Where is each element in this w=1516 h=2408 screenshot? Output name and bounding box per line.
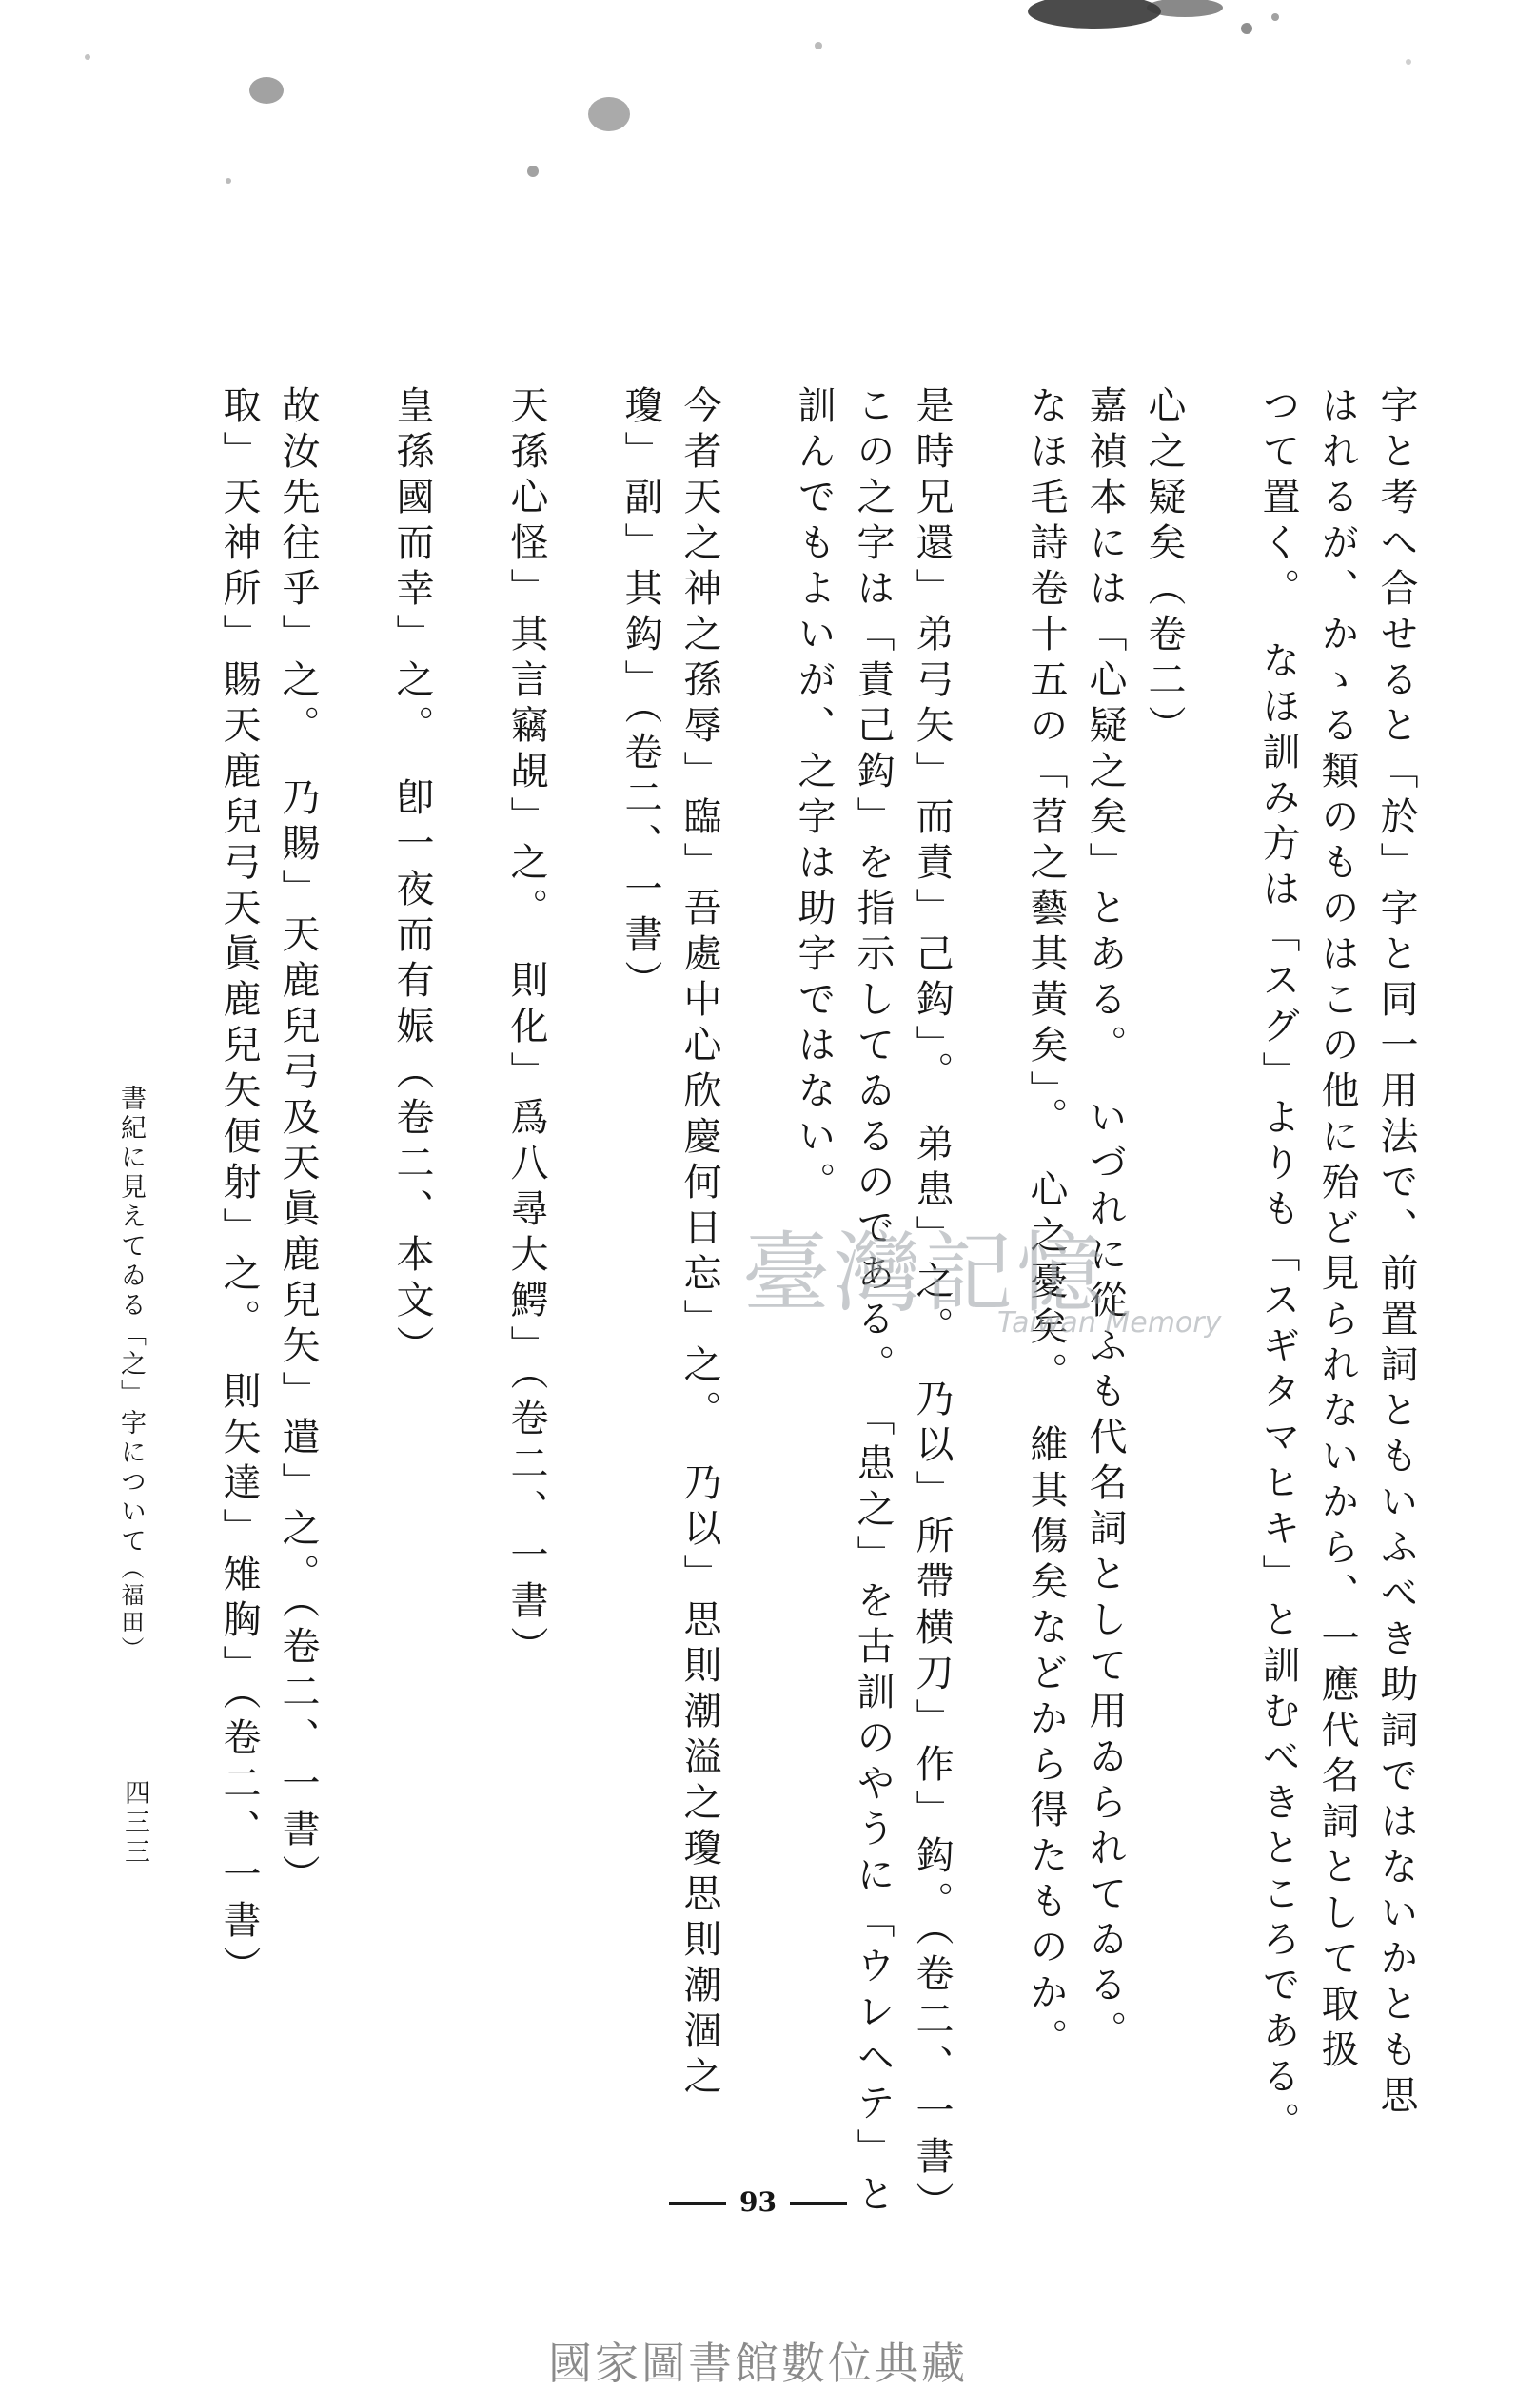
text-line: 嘉禎本には「心疑之矣」とある。 いづれに從ふも代名詞として用ゐられてゐる。: [1083, 385, 1127, 2056]
text-line: 瓊」副」其鈎」（卷二、一書）: [619, 385, 662, 1006]
page-number-dash-left: [669, 2202, 726, 2205]
quotation-line: 今者天之神之孫辱」臨」吾處中心欣慶何日忘」之。 乃以」思則潮溢之瓊思則潮涸之: [678, 385, 721, 2102]
quotation-line: 天孫心怪」其言竊覘」之。 則化」爲八尋大鰐」（卷二、一書）: [504, 385, 548, 1672]
running-header-author: （福田）: [117, 1556, 144, 1663]
running-header: [112, 1085, 149, 1663]
text-line: 訓んでもよいが、之字は助字ではない。: [792, 385, 836, 1207]
page-number: 93: [739, 2186, 777, 2218]
text-line: つて置く。 なほ訓み方は「スグ」よりも「スギタマヒキ」と訓むべきところである。: [1256, 385, 1300, 2147]
library-footer: 國家圖書館數位典藏: [548, 2338, 968, 2389]
watermark-main-text: 臺灣記憶: [742, 1223, 1109, 1324]
quotation-line: 是時兄還」弟弓矢」而責」己鈎」。 弟患」之。 乃以」所帶横刀」作」鈎。（卷二、一書）: [910, 385, 954, 2227]
text-line: はれるが、かゝる類のものはこの他に殆ど見られないから、一應代名詞として取扱: [1315, 385, 1359, 2075]
scan-speckle-noise: [0, 0, 1516, 247]
watermark-sub-text: Taiwan Memory: [997, 1306, 1222, 1340]
quotation-line: 故汝先往乎」之。 乃賜」天鹿兒弓及天眞鹿兒矢」遣」之。（卷二、一書）: [276, 385, 320, 1900]
page-number-dash-right: [790, 2202, 847, 2205]
running-header-title: 書紀に見えてゐる「之」字について: [116, 1085, 146, 1556]
page-number-footer: [0, 2186, 1516, 2218]
text-line: 字と考へ合せると「於」字と同一用法で、前置詞ともいふべき助詞ではないかとも思: [1374, 385, 1418, 2121]
page-number-kanji: 四三三: [120, 1779, 149, 1868]
taiwan-memory-watermark: [742, 1204, 1222, 1340]
text-line: なほ毛詩卷十五の「苕之藝其黃矣」。 心之憂矣。 維其傷矣などから得たものか。: [1024, 385, 1068, 2064]
text-line: この之字は「責己鈎」を指示してゐるのである。 「患之」を古訓のやうに「ウレヘテ」と: [851, 385, 895, 2220]
quotation-line: 取」天神所」賜天鹿兒弓天眞鹿兒矢便射」之。 則矢達」雉胸」（卷二、一書）: [217, 385, 261, 1991]
quotation-line: 心之疑矣（卷二）: [1142, 385, 1186, 751]
quotation-line: 皇孫國而幸」之。 卽一夜而有娠（卷二、本文）: [390, 385, 434, 1371]
